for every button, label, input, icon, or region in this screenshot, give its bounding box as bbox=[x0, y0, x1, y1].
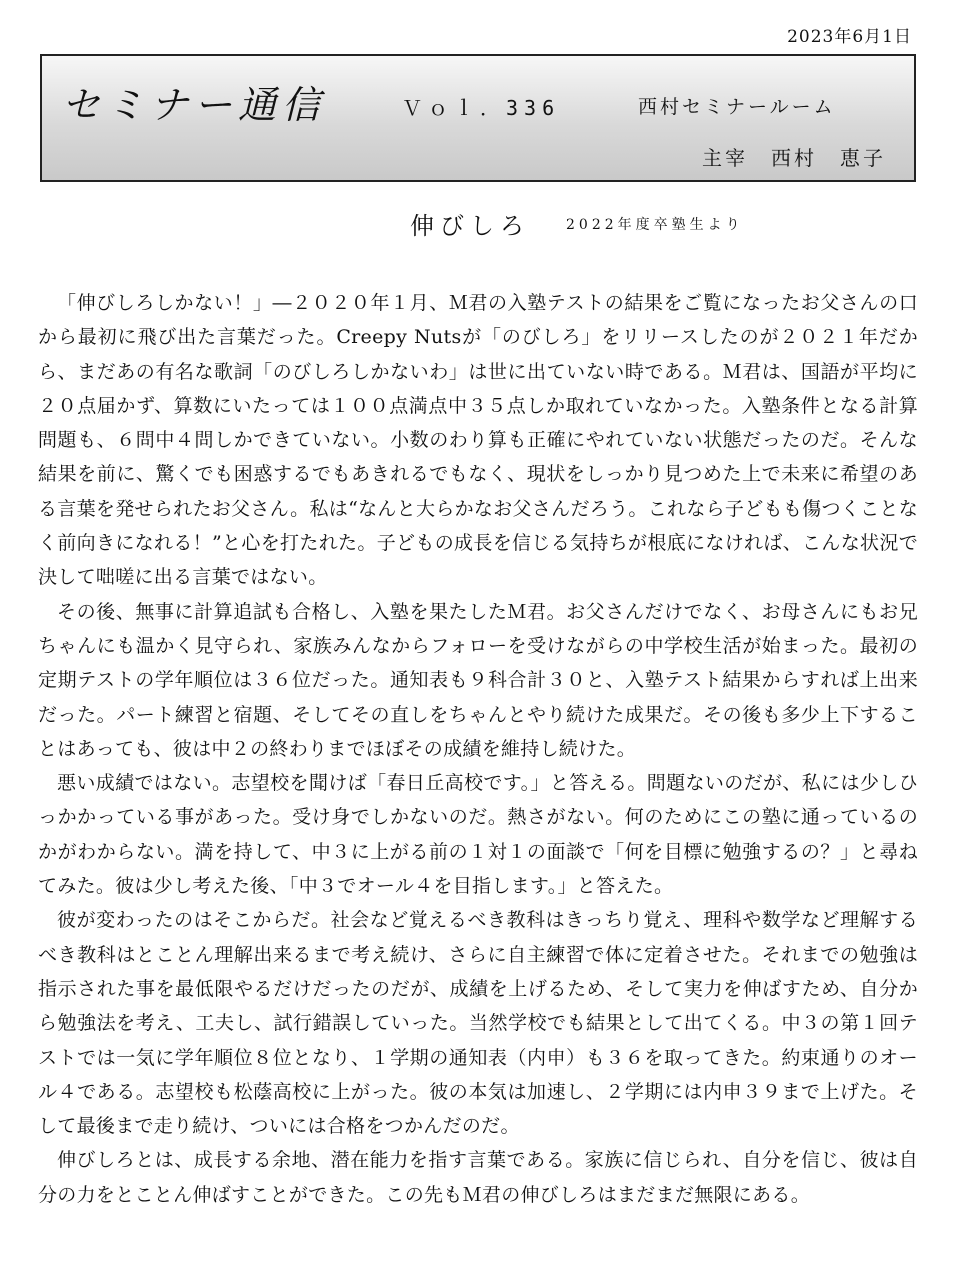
director-name: 主宰 西村 恵子 bbox=[702, 146, 886, 170]
paragraph: その後、無事に計算追試も合格し、入塾を果たしたＭ君。お父さんだけでなく、お母さんにもお兄ちゃんにも温かく見守られ、家族みんなからフォローを受けながらの中学校生活が始まった。最初の定期テストの学年順位は３６位だった。通知表も９科合計３０と、入塾テスト結果からすれば上出来だった。パート練習と宿題、そしてその直しをちゃんとやり続けた成果だ。その後も多少上下することはあっても、彼は中２の終わりまでほぼその成績を維持し続けた。 bbox=[38, 600, 918, 760]
article-title: 伸びしろ bbox=[410, 212, 530, 240]
masthead bbox=[40, 54, 916, 182]
newsletter-title: セミナー通信 bbox=[62, 83, 327, 127]
volume-number: Ｖｏｌ．336 bbox=[402, 96, 561, 120]
paragraph: 「伸びしろしかない！」―２０２０年１月、Ｍ君の入塾テストの結果をご覧になったお父さんの口から最初に飛び出た言葉だった。Creepy Nutsが「のびしろ」をリリースしたのが２０２１年だから、まだあの有名な歌詞「のびしろしかないわ」は世に出ていない時である。Ｍ君は、国語が平均に２０点届かず、算数にいたっては１００点満点中３５点しか取れていなかった。入塾条件となる計算問題も、６問中４問しかできていない。小数のわり算も正確にやれていない状態だったのだ。そんな結果を前に、驚くでも困惑するでもあきれるでもなく、現状をしっかり見つめた上で未来に希望のある言葉を発せられたお父さん。私は“なんと大らかなお父さんだろう。これなら子どもも傷つくことなく前向きになれる！”と心を打たれた。子どもの成長を信じる気持ちが根底になければ、こんな状況で決して咄嗟に出る言葉ではない。 bbox=[38, 292, 918, 589]
article-subtitle: 2022年度卒塾生より bbox=[566, 217, 744, 233]
issue-date: 2023年6月1日 bbox=[787, 27, 912, 47]
article-body bbox=[38, 286, 918, 1212]
paragraph: 伸びしろとは、成長する余地、潜在能力を指す言葉である。家族に信じられ、自分を信じ、彼は自分の力をとことん伸ばすことができた。この先もＭ君の伸びしろはまだまだ無限にある。 bbox=[38, 1149, 918, 1206]
paragraph: 悪い成績ではない。志望校を聞けば「春日丘高校です。」と答える。問題ないのだが、私には少しひっかかっている事があった。受け身でしかないのだ。熱さがない。何のためにこの塾に通っているのかがわからない。満を持して、中３に上がる前の１対１の面談で「何を目標に勉強するの？」と尋ねてみた。彼は少し考えた後、「中３でオール４を目指します。」と答えた。 bbox=[38, 772, 918, 898]
organization-name: 西村セミナールーム bbox=[638, 96, 836, 118]
paragraph: 彼が変わったのはそこからだ。社会など覚えるべき教科はきっちり覚え、理科や数学など理解するべき教科はとことん理解出来るまで考え続け、さらに自主練習で体に定着させた。それまでの勉強は指示された事を最低限やるだけだったのだが、成績を上げるため、そして実力を伸ばすため、自分から勉強法を考え、工夫し、試行錯誤していった。当然学校でも結果として出てくる。中３の第１回テストでは一気に学年順位８位となり、１学期の通知表（内申）も３６を取ってきた。約束通りのオール４である。志望校も松蔭高校に上がった。彼の本気は加速し、２学期には内申３９まで上げた。そして最後まで走り続け、ついには合格をつかんだのだ。 bbox=[38, 909, 918, 1138]
